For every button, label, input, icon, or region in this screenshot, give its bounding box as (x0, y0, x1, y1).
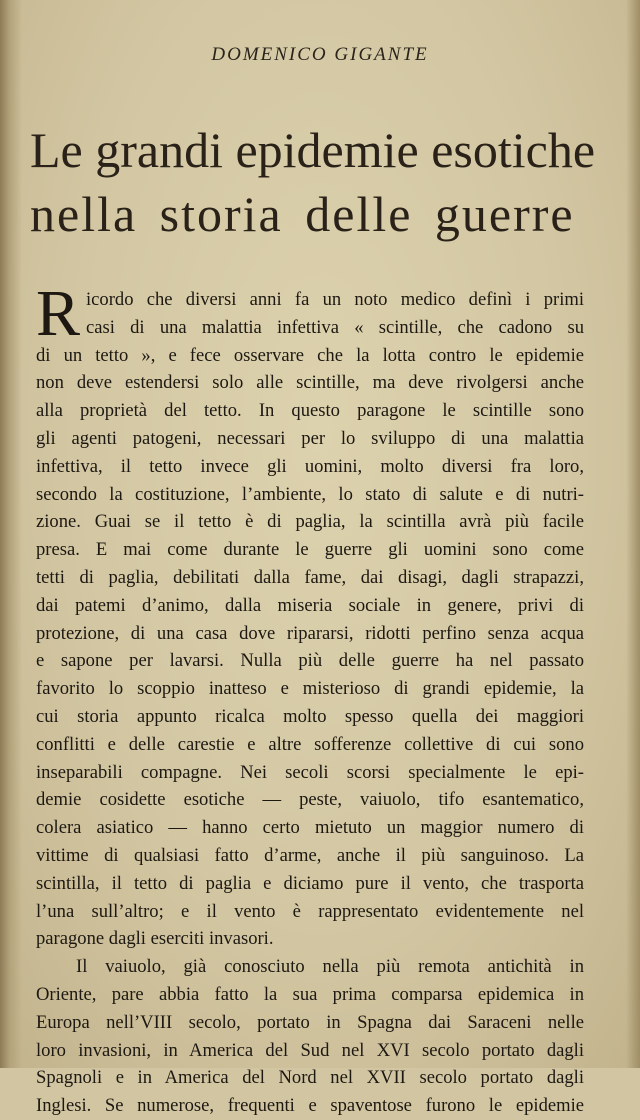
text-line: loro invasioni, in America del Sud nel XVI secolo portato dagli (36, 1039, 584, 1061)
text-line: dai patemi d’animo, dalla miseria sociale in genere, privi di (36, 594, 584, 616)
text-line: non deve estendersi solo alle scintille, ma deve rivolgersi anche (36, 372, 584, 394)
text-line: presa. E mai come durante le guerre gli uomini sono come (36, 539, 584, 561)
text-line: Europa nell’VIII secolo, portato in Spagna dai Saraceni nelle (36, 1011, 584, 1033)
text-line: protezione, di una casa dove ripararsi, ridotti perfino senza acqua (36, 622, 584, 644)
text-line: di un tetto », e fece osservare che la lotta contro le epidemie (36, 344, 584, 366)
text-line: infettiva, il tetto invece gli uomini, molto diversi fra loro, (36, 455, 584, 477)
page-binding-shadow (0, 0, 22, 1068)
article-title (30, 118, 596, 246)
text-line: conflitti e delle carestie e altre sofferenze collettive di cui sono (36, 733, 584, 755)
text-line: e sapone per lavarsi. Nulla più delle guerre ha nel passato (36, 650, 584, 672)
text-line: Oriente, pare abbia fatto la sua prima comparsa epidemica in (36, 983, 584, 1005)
text-line: zione. Guai se il tetto è di paglia, la scintilla avrà più facile (36, 511, 584, 533)
text-line: icordo che diversi anni fa un noto medico definì i primi (86, 289, 584, 310)
title-line-1: Le grandi epidemie esotiche (30, 122, 596, 178)
text-line: inseparabili compagne. Nei secoli scorsi specialmente le epi- (36, 761, 584, 783)
text-line: cui storia appunto ricalca molto spesso quella dei maggiori (36, 705, 584, 727)
text-line: colera asiatico — hanno certo mietuto un maggior numero di (36, 817, 584, 839)
text-line: casi di una malattia infettiva « scintille, che cadono su (86, 316, 584, 338)
page-edge-shadow (626, 0, 640, 1068)
text-line: Spagnoli e in America del Nord nel XVII secolo portato dagli (36, 1067, 584, 1089)
text-line: favorito lo scoppio inatteso e misterioso di grandi epidemie, la (36, 678, 584, 700)
article-body (36, 277, 584, 1120)
text-line: l’una sull’altro; e il vento è rappresentato evidentemente nel (36, 900, 584, 922)
text-line: demie cosidette esotiche — peste, vaiuolo, tifo esantematico, (36, 789, 584, 811)
text-line: Il vaiuolo, già conosciuto nella più remota antichità in (76, 956, 584, 978)
text-line: gli agenti patogeni, necessari per lo sviluppo di una malattia (36, 427, 584, 449)
text-line: scintilla, il tetto di paglia e diciamo pure il vento, che trasporta (36, 872, 584, 894)
drop-cap-initial: R (36, 277, 81, 350)
text-line: Inglesi. Se numerose, frequenti e spaventose furono le epidemie (36, 1095, 584, 1117)
text-line: alla proprietà del tetto. In questo paragone le scintille sono (36, 400, 584, 422)
text-line: vittime di qualsiasi fatto d’arme, anche il più sanguinoso. La (36, 844, 584, 866)
text-line: secondo la costituzione, l’ambiente, lo stato di salute e di nutri- (36, 483, 584, 505)
text-line: tetti di paglia, debilitati dalla fame, dai disagi, dagli strapazzi, (36, 566, 584, 588)
text-line: paragone dagli eserciti invasori. (36, 928, 274, 950)
title-line-2: nella storia delle guerre (30, 186, 575, 242)
author-name: DOMENICO GIGANTE (211, 44, 429, 65)
